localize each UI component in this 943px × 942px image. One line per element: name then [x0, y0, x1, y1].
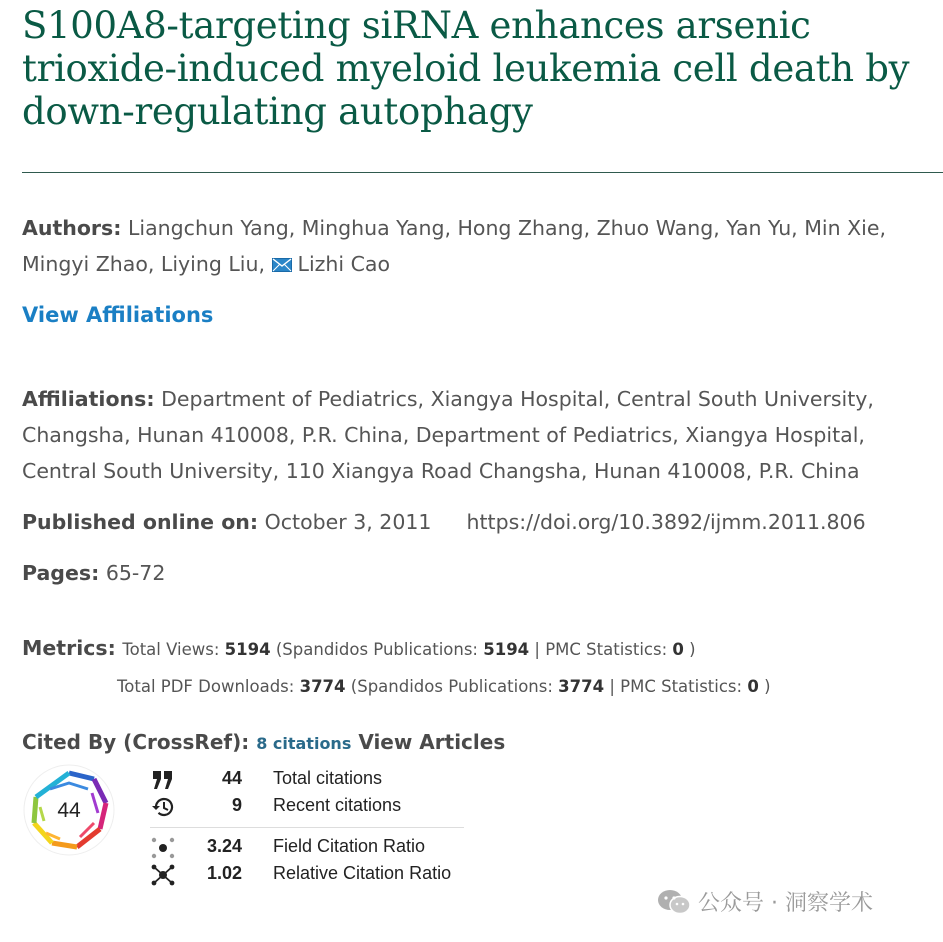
- stat-row-recent-citations: [150, 793, 470, 820]
- view-articles-link[interactable]: View Articles: [358, 730, 506, 754]
- relative-network-icon: [150, 864, 176, 886]
- corresponding-author[interactable]: Lizhi Cao: [297, 252, 391, 276]
- field-citation-ratio-label: Field Citation Ratio: [273, 836, 426, 856]
- authors-list-continued[interactable]: Mingyi Zhao, Liying Liu,: [22, 252, 265, 276]
- recent-history-icon: [150, 796, 176, 818]
- total-citations-value: 44: [221, 768, 242, 788]
- badge-value: 44: [57, 799, 81, 822]
- wechat-watermark: [656, 886, 873, 917]
- cited-by-row: [22, 730, 505, 754]
- wechat-icon: [656, 888, 692, 916]
- authors-line-2: [22, 246, 390, 282]
- total-views: Total Views: 5194 (Spandidos Publications: 5194 | PMC Statistics: 0 ): [122, 640, 696, 659]
- citation-count: 8 citations: [256, 734, 352, 753]
- title-divider: [22, 172, 943, 173]
- pages-row: [22, 555, 165, 591]
- relative-citation-ratio-value: 1.02: [206, 863, 242, 883]
- stat-row-relative-citation-ratio: [150, 861, 470, 888]
- affiliations-line-2: Changsha, Hunan 410008, P.R. China, Department of Pediatrics, Xiangya Hospital,: [22, 423, 865, 447]
- mail-icon[interactable]: [272, 258, 292, 272]
- dimensions-stats: [150, 766, 470, 888]
- published-date: October 3, 2011: [264, 510, 432, 534]
- authors-label: Authors:: [22, 216, 122, 240]
- authors-list[interactable]: Liangchun Yang, Minghua Yang, Hong Zhang, Zhuo Wang, Yan Yu, Min Xie,: [127, 216, 886, 240]
- affiliations-line-3: Central South University, 110 Xiangya Road Changsha, Hunan 410008, P.R. China: [22, 459, 860, 483]
- recent-citations-label: Recent citations: [273, 795, 402, 815]
- total-citations-label: Total citations: [273, 768, 383, 788]
- affiliations-text-1: Department of Pediatrics, Xiangya Hospital, Central South University,: [161, 387, 874, 411]
- stats-divider: [150, 827, 464, 828]
- dimensions-badge[interactable]: [22, 763, 116, 857]
- field-network-icon: [150, 837, 176, 859]
- pages-label: Pages:: [22, 561, 100, 585]
- quote-icon: [150, 769, 176, 791]
- view-affiliations-row: [22, 297, 213, 333]
- published-label: Published online on:: [22, 510, 259, 534]
- pages-value: 65-72: [105, 561, 166, 585]
- metrics-label: Metrics:: [22, 636, 116, 660]
- cited-by-label: Cited By (CrossRef):: [22, 730, 250, 754]
- stat-row-field-citation-ratio: [150, 834, 470, 861]
- recent-citations-value: 9: [231, 795, 242, 815]
- metrics-row-views: [22, 630, 696, 668]
- doi-link[interactable]: https://doi.org/10.3892/ijmm.2011.806: [466, 510, 866, 534]
- view-affiliations-link[interactable]: View Affiliations: [22, 303, 214, 327]
- relative-citation-ratio-label: Relative Citation Ratio: [273, 863, 452, 883]
- article-title: S100A8-targeting siRNA enhances arsenic trioxide-induced myeloid leukemia cell death by down-regulating autophagy: [22, 4, 910, 133]
- published-row: [22, 504, 866, 540]
- field-citation-ratio-value: 3.24: [206, 836, 242, 856]
- watermark-text: 公众号 · 洞察学术: [698, 891, 873, 916]
- authors-line-1: [22, 210, 886, 246]
- total-pdf-downloads: Total PDF Downloads: 3774 (Spandidos Publications: 3774 | PMC Statistics: 0 ): [117, 677, 771, 696]
- affiliations-label: Affiliations:: [22, 387, 155, 411]
- metrics-row-downloads: [117, 667, 771, 705]
- stat-row-total-citations: [150, 766, 470, 793]
- affiliations-line-1: [22, 381, 874, 417]
